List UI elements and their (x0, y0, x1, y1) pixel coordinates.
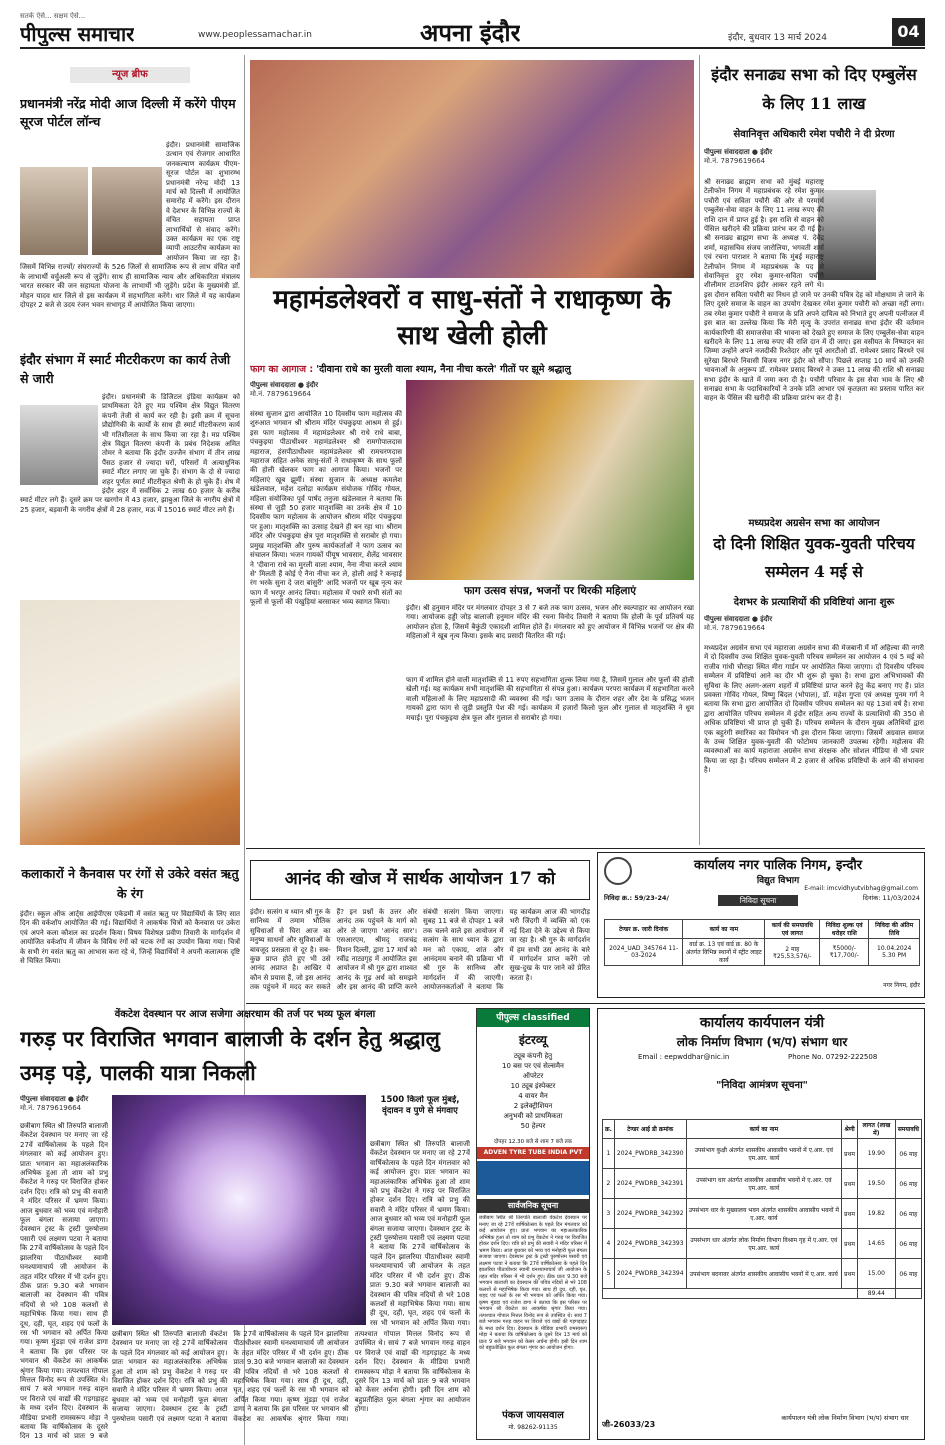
agrasen-body: मध्यप्रदेश अग्रसेन सभा एवं महाराजा अग्रसेन सभा की मेजबानी में माँ अहिल्या की नगरी में दो दिवसीय उच्च शिक्षित युवक-युवती परिचय सम्मेलन का आयोजन 4 एवं 5 मई को राजीव गांधी चौराहा स्थित मीरा गार्डन पर आयोजित किया जाएगा। दो दिवसीय परिचय सम्मेलन में प्रविष्टियां आने का दौर भी शुरू हो चुका है। सभा द्वारा अभिभावकों की सुविधा के लिए अलग-अलग शहरों में प्रविष्टियां प्राप्त करने हेतु केंद्र बनाए गए हैं। प्रांत प्रवक्ता गोविंद गोयल, विष्णु बिंदल (भोपाल), डॉ. महेश गुप्ता एवं अध्यक्ष पूनम गर्ग ने बताया कि सभा द्वारा आयोजित दो दिवसीय परिचय सम्मेलन का यह 13वां वर्ष है। सभा द्वारा आयोजित परिचय सम्मेलन में इंदौर सहित अन्य राज्यों के प्रत्याशियों की 350 से अधिक प्रविष्टियां भी प्राप्त हो चुकी हैं। परिचय सम्मेलन के दौरान मुख्य अतिथियों द्वारा एक बहुरंगी स्मारिका का विमोचन भी इस दौरान किया जाएगा। जिसमें अग्रवाल समाज के उच्च शिक्षित युवक-युवती की फोटोमय जानकारी उपलब्ध रहेगी। महोत्सव की व्यवस्थाओं का कार्य महाराजा अग्रसेन सभा संरक्षक और सोशल मीडिया से भी प्रचार किया जा रहा है। परिचय सम्मेलन में 2 हजार से अधिक प्रविष्टियों के आने की संभावना है। (704, 644, 924, 775)
classified-company-address (477, 1161, 589, 1195)
classified-contact-name: पंकज जायसवाल (502, 1410, 564, 1421)
photo-balaji-garuda (112, 1095, 366, 1325)
art-headline: कलाकारों ने कैनवास पर रंगों से उकेरे वसंत ऋतु के रंग (21, 866, 239, 901)
brief-body-2: इंदौर। प्रधानमंत्री के डिजिटल इंडिया कार्यक्रम को प्राथमिकता देते हुए मप्र पश्चिम क्षेत्र विद्युत वितरण कंपनी तेजी से कार्य कर रही है। इसी क्रम में सूचना प्रौद्योगिकी के कार्यों के साथ ही स्मार्ट मीटरीकरण कार्य भी गतिशीलता के साथ किया जा रहा है। मप्र पश्चिम क्षेत्र विद्युत वितरण कंपनी के प्रबंध निदेशक अमित तोमर ने बताया कि इंदौर उज्जैन संभाग में तीन लाख पैंसठ हजार से ज्यादा घरों, परिसरों में अत्याधुनिक स्मार्ट मीटर लगाए जा चुके हैं। संभाग के दो से ज्यादा शहर पूर्णतः स्मार्ट मीटरीकृत श्रेणी के हो चुके हैं। शेष में इंदौर शहर में सर्वाधिक 2 लाख 60 हजार के करीब स्मार्ट मीटर लगे हैं। दूसरे क्रम पर खरगोन में 43 हजार, झाबुआ जिले के नगरीय क्षेत्रों में 25 हजार, बड़वानी के नगरीय क्षेत्रों में 28 हजार, मऊ में 15016 स्मार्ट मीटर लगे हैं। (20, 393, 240, 514)
ln-cell: 06 माह (895, 1139, 921, 1169)
sanadhya-byline-name: पीपुल्स संवाददाता (704, 148, 750, 156)
classified-line: 10 बस पर एवं सेल्समैन (502, 1062, 564, 1070)
balaji-byline-city: इंदौर (76, 1095, 89, 1103)
lead-byline-name: पीपुल्स संवाददाता (250, 381, 296, 389)
art-story (20, 860, 240, 990)
ln-header: लागत (लाख में) (857, 1120, 895, 1139)
ln-cell: 2024_PWDRB_342394 (614, 1259, 686, 1289)
sanadhya-headline: इंदौर सनाढ्य सभा को दिए एम्बुलेंस के लिए 11 लाख (711, 65, 917, 113)
ln-cell: 4 (603, 1229, 615, 1259)
art-body: इंदौर। स्कूल ऑफ आर्ट्स आईपीएस एकेडमी में वसंत ऋतु पर विद्यार्थियों के लिए सात दिन की वर्कशॉप आयोजित की गई। विद्यार्थियों ने आकर्षक चित्रों को कैनवास पर उकेरा एवं अपने कला कौशल का प्रदर्शन किया। विषय विशेषज्ञ प्रवीण तिवारी के मार्गदर्शन में आयोजित वर्कशॉप में जीवन के विविध रंगों को चटक रंगों का उपयोग किया गया। चित्रों के सभी रंग वसंत ऋतु का आभास करा रहे थे, जिन्हें विद्यार्थियों ने अपनी कलात्मक दृष्टि से चित्रित किया। (20, 910, 240, 966)
nagar-nigam-notice: निविदा सूचना (718, 895, 798, 906)
nagar-nigam-table (604, 919, 920, 966)
ln-cell: 14.65 (857, 1229, 895, 1259)
masthead-url[interactable]: www.peoplessamachar.in (198, 30, 312, 40)
ln-cell: 2 (603, 1169, 615, 1199)
ln-cell: 3 (603, 1199, 615, 1229)
lok-nirman-notice: "निविदा आमंत्रण सूचना" (716, 1080, 808, 1091)
section-title: अपना इंदौर (420, 18, 521, 46)
issue-date: इंदौर, बुधवार 13 मार्च 2024 (728, 33, 827, 43)
table-row (603, 1139, 922, 1169)
nagar-nigam-title: कार्यालय नगर पालिक निगम, इन्दौर (693, 858, 863, 873)
nn-cell: 2 माह ₹25,53,576/- (765, 939, 820, 966)
ln-cell: उपसंभाग धार अंतर्गत शासकीय आवासीय भवनों में ए.आर. एवं एम.आर. कार्य (686, 1169, 842, 1199)
ln-cell: 2024_PWDRB_342390 (614, 1139, 686, 1169)
nagar-nigam-subtitle: विद्युत विभाग (756, 876, 800, 886)
balaji-body: छत्रीबाग स्थित श्री तिरुपति बालाजी वेंकटेश देवस्थान पर मनाए जा रहे 27वें वार्षिकोत्सव के पहले दिन मंगलवार को कई आयोजन हुए। प्रातः भगवान का महाअलंकारिक अभिषेक हुआ तो शाम को प्रभु वेंकटेश ने गरुड़ पर विराजित होकर दर्शन दिए। रात्रि को प्रभु की सवारी ने मंदिर परिसर में भ्रमण किया। आज बुधवार को भव्य एवं मनोहारी फूल बंगला सजाया जाएगा। देवस्थान ट्रस्ट के ट्रस्टी पुरुषोत्तम पसारी एवं लक्ष्मण पटवा ने बताया कि 27वें वार्षिकोत्सव के पहले दिन झालरिया पीठाधीश्वर स्वामी घनश्यामाचार्य जी आयोजन के तहत मंदिर परिसर में भी दर्शन हुए। ठीक प्रातः 9.30 बजे भगवान बालाजी का देवस्थान की पवित्र नदियों से भरे 108 कलशों से महाभिषेक किया गया। साथ ही दूध, दही, घृत, शहद एवं फलों के रस भी भगवान को अर्पित किया गया। कृष्ण मुंडड़ा एवं राजेश डागा ने बताया कि इस परिसर पर भगवान श्री वेंकटेश का आकर्षक श्रृंगार किया गया। तत्पश्चात गोपाल मित्तल विनोद रूप से उपस्थित थे। सायं 7 बजे भगवान गरुड़ वाहन पर विराजे एवं वाद्यों की गड़गड़ाहट के मध्य दर्शन दिए। देवस्थान के मीडिया प्रभारी रामस्वरूप मोड़ा ने बताया कि वार्षिकोत्सव के दूसरे दिन 13 मार्च को प्रातः 9 बजे (20, 1122, 108, 1440)
lead-headline: महामंडलेश्वरों व साधु-संतों ने राधाकृष्ण के साथ खेली होली (273, 285, 671, 351)
sanadhya-byline-city: इंदौर (760, 148, 773, 156)
balaji-kicker: वेंकटेश देवस्थान पर आज सजेगा अक्षरधाम की तर्ज पर भव्य फूल बंगला (114, 1009, 376, 1020)
brief-headline-1: प्रधानमंत्री नरेंद्र मोदी आज दिल्ली में करेंगे पीएम सूरज पोर्टल लॉन्च (20, 96, 236, 129)
table-row (605, 939, 920, 966)
classified-line: 2 इलेक्ट्रीशियन (513, 1102, 553, 1110)
lead-body: संस्था सुजान द्वारा आयोजित 10 दिवसीय फाग महोत्सव की शुरुआत भगवान श्री श्रीराम मंदिर पंचकुइया आश्रम से हुई। इस फाग महोत्सव में महामंडलेश्वर श्री राधे राधे बाबा, पंचकुइया पीठाधीश्वर महामंडलेश्वर श्री रामगोपालदास महाराज, हंसपीठाधीश्वर महामंडलेश्वर श्री रामचरणदास महाराज सहित अनेक साधु-संतों ने राधाकृष्ण के साथ फूलों की होली खेलकर फाग का आगाज किया। भजनों पर महिलाएं खूब झूमीं। संस्था सुजान के अध्यक्ष कमलेश खंडेलवाल, महेश दलोद्रा कार्यक्रम संयोजक गोविंद गोयल, महिला संयोजिका पूर्व पार्षद तनुजा खंडेलवाल ने बताया कि संस्था से जुड़ी 50 हजार मातृशक्ति का उनके क्षेत्र में 10 दिवसीय फाग महोत्सव के आयोजन श्रीराम मंदिर पंचकुइया पर हुआ। मातृशक्ति का उत्साह देखने ही बन रहा था। श्रीराम मंदिर और पंचकुइया क्षेत्र पूरा मातृशक्ति से सराबोर हो गया। प्रमुख मातृशक्ति और पुरुष कार्यकर्ताओं ने फाग उत्सव का संचालन किया। भजन गायकों पीयूष भावसार, शैलेंद्र भावसार ने 'दीवाना राधे का मुरली वाला श्याम, नैना नीचा करले श्याम से' मिलती हैं कोई ऐ नैना नीचा कर ले, होली आई रे कन्हाई रंग भरके सुना दे जरा बांसुरी' आदि भजनों पर खूब नृत्य कर फाग में भरपूर आनंद लिया। महोत्सव में पधारे सभी संतों का फूलों से फूलों की पंखुड़ियां बरसाकर भव्य स्वागत किया। (250, 410, 402, 607)
ln-cell: प्रथम (842, 1229, 858, 1259)
ln-cell: 06 माह (895, 1199, 921, 1229)
photo-phag-utsav (406, 380, 694, 580)
ln-header: समयावधि (895, 1120, 921, 1139)
nn-header: कार्य की समयावधि एवं लागत (765, 920, 820, 939)
classified-notice-body: छत्रीबाग स्थित श्री तिरुपति बालाजी वेंकटेश देवस्थान पर मनाए जा रहे 27वें वार्षिकोत्सव के पहले दिन मंगलवार को कई आयोजन हुए। प्रातः भगवान का महाअलंकारिक अभिषेक हुआ तो शाम को प्रभु वेंकटेश ने गरुड़ पर विराजित होकर दर्शन दिए। रात्रि को प्रभु की सवारी ने मंदिर परिसर में भ्रमण किया। आज बुधवार को भव्य एवं मनोहारी फूल बंगला सजाया जाएगा। देवस्थान ट्रस्ट के ट्रस्टी पुरुषोत्तम पसारी एवं लक्ष्मण पटवा ने बताया कि 27वें वार्षिकोत्सव के पहले दिन झालरिया पीठाधीश्वर स्वामी घनश्यामाचार्य जी आयोजन के तहत मंदिर परिसर में भी दर्शन हुए। ठीक प्रातः 9.30 बजे भगवान बालाजी का देवस्थान की पवित्र नदियों से भरे 108 कलशों से महाभिषेक किया गया। साथ ही दूध, दही, घृत, शहद एवं फलों के रस भी भगवान को अर्पित किया गया। कृष्ण मुंडड़ा एवं राजेश डागा ने बताया कि इस परिसर पर भगवान श्री वेंकटेश का आकर्षक श्रृंगार किया गया। तत्पश्चात गोपाल मित्तल विनोद रूप से उपस्थित थे। सायं 7 बजे भगवान गरुड़ वाहन पर विराजे एवं वाद्यों की गड़गड़ाहट के मध्य दर्शन दिए। देवस्थान के मीडिया प्रभारी रामस्वरूप मोड़ा ने बताया कि वार्षिकोत्सव के दूसरे दिन 13 मार्च को प्रातः 9 बजे भगवान को केसर अर्चना होगी। इसी दिन शाम को बहुप्रतीक्षित फूल बंगला शृंगार का आयोजन होगा। (479, 1215, 587, 1351)
nagar-nigam-signature: नगर निगम, इंदौर (883, 982, 920, 989)
lead-kicker: फाग का आगाज : (250, 364, 314, 375)
lok-nirman-table (602, 1119, 922, 1299)
nagar-nigam-emblem-icon (604, 857, 632, 885)
ln-cell: प्रथम (842, 1139, 858, 1169)
nagar-nigam-tender (597, 852, 925, 998)
ln-cell: प्रथम (842, 1169, 858, 1199)
lead-byline: पीपुल्स संवाददाता ● इंदौर मो.नं. 7879619664 (250, 381, 405, 407)
ln-cell: उपसंभाग कुक्षी अंतर्गत शासकीय आवासीय भवनों में ए.आर. एवं एम.आर. कार्य (686, 1139, 842, 1169)
anand-headline: आनंद की खोज में सार्थक आयोजन 17 को (250, 860, 590, 900)
nn-header: निविदा की अंतिम तिथि (869, 920, 920, 939)
masthead-rule (20, 47, 925, 49)
nagar-nigam-ref: निविदा क्र.: 59/23-24/ (604, 894, 669, 902)
balaji-side-kicker: 1500 किलो फूल मुंबई, वृंदावन व पुणे से मंगवाए (380, 1095, 460, 1116)
table-row (603, 1289, 922, 1299)
balaji-byline-name: पीपुल्स संवाददाता (20, 1095, 66, 1103)
nagar-nigam-date: दिनांक: 11/03/2024 (862, 894, 920, 902)
page-number: 04 (892, 18, 925, 46)
classified-time: दोपहर 12.30 बजे से शाम 7 बजे तक (493, 1139, 573, 1145)
sanadhya-byline-mobile: मो.नं. 7879619664 (704, 157, 766, 165)
ln-cell: 19.82 (857, 1199, 895, 1229)
table-row (603, 1169, 922, 1199)
ln-header: कार्य का नाम (686, 1120, 842, 1139)
ln-cell: 2024_PWDRB_342392 (614, 1199, 686, 1229)
classified-line: 4 वायर मैन (518, 1092, 548, 1100)
lead-subhead-text: 'दीवाना राधे का मुरली वाला श्याम, नैना नीचा करले' गीतों पर झूमे श्रद्धालु (316, 364, 571, 375)
ln-cell: 19.50 (857, 1169, 895, 1199)
lead-byline-city: इंदौर (306, 381, 319, 389)
classified-contact-phone: मो. 98262-91135 (508, 1424, 558, 1431)
balaji-byline: पीपुल्स संवाददाता ● इंदौर मो.नं. 7879619664 (20, 1095, 130, 1121)
classified-company: ADVEN TYRE TUBE INDIA PVT (477, 1147, 589, 1159)
agrasen-subhead: देशभर के प्रत्याशियों की प्रविष्टियां आना शुरू (733, 597, 895, 608)
balaji-side-continued: छत्रीबाग स्थित श्री तिरुपति बालाजी वेंकटेश देवस्थान पर मनाए जा रहे 27वें वार्षिकोत्सव के पहले दिन मंगलवार को कई आयोजन हुए। प्रातः भगवान का महाअलंकारिक अभिषेक हुआ तो शाम को प्रभु वेंकटेश ने गरुड़ पर विराजित होकर दर्शन दिए। रात्रि को प्रभु की सवारी ने मंदिर परिसर में भ्रमण किया। आज बुधवार को भव्य एवं मनोहारी फूल बंगला सजाया जाएगा। देवस्थान ट्रस्ट के ट्रस्टी पुरुषोत्तम पसारी एवं लक्ष्मण पटवा ने बताया कि 27वें वार्षिकोत्सव के पहले दिन झालरिया पीठाधीश्वर स्वामी घनश्यामाचार्य जी आयोजन के तहत मंदिर परिसर में भी दर्शन हुए। ठीक प्रातः 9.30 बजे भगवान बालाजी का देवस्थान की पवित्र नदियों से भरे 108 कलशों से महाभिषेक किया गया। साथ ही दूध, दही, घृत, शहद एवं फलों के रस भी भगवान को अर्पित किया गया। (370, 1140, 470, 1327)
nn-cell: 2024_UAD_345764 11-03-2024 (605, 939, 683, 966)
lok-nirman-email: Email : eepwddhar@nic.in (638, 1053, 730, 1061)
ln-cell: 1 (603, 1139, 615, 1169)
ln-cell: उपसंभाग धार के मुख्यालय भवन अंतर्गत शासकीय आवासीय भवनों में ए.आर. कार्य (686, 1199, 842, 1229)
table-row (603, 1259, 922, 1289)
news-brief-label: न्यूज ब्रीफ (70, 67, 190, 83)
table-row (603, 1229, 922, 1259)
section-rule (246, 848, 925, 849)
masthead (20, 8, 925, 46)
lok-nirman-tender (597, 1008, 925, 1440)
photo-art-workshop (20, 600, 240, 845)
ln-total: 89.44 (857, 1289, 895, 1299)
classified-notice-title: सार्वजनिक सूचना (477, 1199, 589, 1213)
nn-header: कार्य का नाम (683, 920, 765, 939)
nn-header: निविदा शुल्क एवं धरोहर राशि (820, 920, 869, 939)
agrasen-byline: पीपुल्स संवाददाता ● इंदौर मो.नं. 7879619664 (704, 615, 814, 641)
column-divider (699, 55, 700, 845)
classified-brand: पीपुल्स classified (477, 1009, 589, 1027)
ln-cell: उपसंभाग बदनावर अंतर्गत शासकीय आवासीय भवनों में ए.आर. कार्य (686, 1259, 842, 1289)
table-row (603, 1199, 922, 1229)
ln-cell: 2024_PWDRB_342391 (614, 1169, 686, 1199)
classified-box (476, 1008, 590, 1440)
agrasen-byline-mobile: मो.नं. 7879619664 (704, 624, 766, 632)
anand-body: इंदौर। सत्संग व ध्यान श्री गुरु के सानिध्य में तमाम भौतिक सुविधाओं से घिरा आज का मनुष्य साधनों और सुविधाओं के बावजूद प्रसन्नता से दूर है। सब-कुछ प्राप्त होते हुए भी उसे आनंद अप्राप्त है। आखिर ये कौन से प्रयास हैं, जो इस आनंद तक पहुंचने में मदद कर सकते हैं? इन प्रश्नों के उत्तर और आनंद तक पहुंचने के मार्ग को ओर ले जाएगा 'आनंद सार'। एसआरएम, श्रीमद् राजचंद्र मिशन दिल्ली, द्वारा 17 मार्च को रवींद्र नाट्यगृह में आयोजित इस आयोजन में श्री गुरु द्वारा शाश्वत आनंद के गूढ़ अर्थ को समझने और इस आनंद की प्राप्ति करने संबंधी सत्संग किया जाएगा। सुबह 11 बजे से दोपहर 1 बजे तक चलने वाले इस आयोजन में सत्संग के साथ ध्यान के द्वारा मन को एकाग्र, शांत और आनंदमय बनाने की प्रक्रिया भी श्री गुरु के सानिध्य और मार्गदर्शन में की जाएगी। आयोजनकर्ताओं ने बताया कि यह कार्यक्रम आज की भागदौड़ भरी जिंदगी में व्यक्ति को एक नई दिशा देने के उद्देश्य से किया जा रहा है। श्री गुरु के मार्गदर्शन में हम सभी उस आनंद के बारे में मार्गदर्शन प्राप्त करेंगे जो सुख-दुख के पार जाने को प्रेरित करता है। (250, 908, 590, 992)
classified-line: अनुभवी को प्राथमिकता (503, 1112, 563, 1120)
lead-byline-mobile: मो.नं. 7879619664 (250, 390, 312, 398)
classified-line: ट्यूब कंपनी हेतु (513, 1052, 553, 1060)
classified-lines (479, 1051, 587, 1131)
classified-title: इंटरव्यू (519, 1033, 547, 1047)
sanadhya-body: श्री सनाढ्य ब्राह्मण सभा को मुंबई महाराष्ट्र टेलीफोन निगम में महाप्रबंधक रहे रमेश कुमार पचौरी एवं सविता पचौरी की ओर से परमार्थ एम्बुलेंस-सेवा वाहन के लिए 11 लाख रुपए की राशि दान में प्राप्त हुई है। इस राशि से वाहन को पेंसिल खरीदने की प्रक्रिया प्रारंभ कर दी गई है। श्री सनाढ्य ब्राह्मण सभा के अध्यक्ष पं. देवेंद्र शर्मा, महासचिव संजय जारोलिया, भगवती शर्मा एवं रचना पाराशर ने बताया कि मुंबई महाराष्ट्र टेलीफोन निगम में महाप्रबंधक के पद से सेवानिवृत्त हुए रमेश कुमार-सविता पचौरी शीलीमार टाउनशिप इंदौर आकर रहने लगे थे। इस दौरान सविता पचौरी का निधन हो जाने पर उनकी पवित्र देह को मोक्षधाम ले जाने के लिए दूसरे समाज के वाहन का उपयोग देखकर रमेश कुमार पचौरी को अच्छा नहीं लगा। तब रमेश कुमार पचौरी ने समाज के प्रति अपने दायित्व को निभाते हुए अपनी पत्नीजल में इस बात का उल्लेख किया कि मेरी मृत्यु के उपरांत सनाढ्य सभा इंदौर की वर्तमान कार्यकारिणी की समाजसेवा की भावना को देखते हुए समाज के लिए एम्बुलेंस-सेवा वाहन खरीदने के लिए 11 लाख रुपए की राशि दान में दी जाए। इस वसीयत के निष्पादन का जिम्मा उन्होंने अपने नजदीकी रिश्तेदार और पूर्व आरटीओ डॉ. रामेश्वर प्रसाद बिरथरे एवं सुरेखा बिरथरे निवासी विजय नगर इंदौर को सौंपा। पिछले सप्ताह 10 मार्च को उनकी भावनाओं के अनुरूप डॉ. रामेश्वर प्रसाद बिरथरे ने उक्त 11 लाख की राशि श्री सनाढ्य सभा इंदौर के खाते में जमा करा दी है। पचौरी परिवार के इस सेवा भाव के लिए श्री सनाढ्य सभा के पदाधिकारियों ने उनके प्रति आभार एवं कृतज्ञता का प्रस्ताव पारित कर वाहन के पेंसिल की खरीदी की प्रक्रिया प्रारंभ कर दी है। (704, 178, 924, 403)
sanadhya-byline: पीपुल्स संवाददाता ● इंदौर मो.नं. 7879619664 (704, 148, 814, 174)
classified-line: 10 ट्यूब इंस्पेक्टर (510, 1082, 556, 1090)
section-rule (246, 1003, 925, 1004)
lok-nirman-ref: जी-26033/23 (602, 1420, 656, 1429)
lok-nirman-signature: कार्यपालन यंत्री लोक निर्माण विभाग (भ/प) संभाग धार (781, 1414, 909, 1422)
nn-header: टेण्डर क्र. जारी दिनांक (605, 920, 683, 939)
ln-cell: 06 माह (895, 1259, 921, 1289)
lead-caption-body: इंदौर। श्री हनुमान मंदिर पर मंगलवार दोपहर 3 से 7 बजे तक फाग उत्सव, भजन और स्वल्पाहार का आयोजन रखा गया। आयोजक हड्डी जोड़ बालाजी हनुमान मंदिर की रचना विनोद तिवारी ने बताया कि होली के पूर्व प्रतिवर्ष यह आयोजन होता है, जिसमें बैकुंठी एकादशी शामिल होते हैं। मंगलवार को हुए आयोजन में विभिन्न भजनों पर क्षेत्र की महिलाओं ने खूब नृत्य किया। इसके बाद प्रसादी वितरित की गई। (406, 604, 694, 641)
agrasen-headline: दो दिनी शिक्षित युवक-युवती परिचय सम्मेलन 4 मई से (713, 534, 915, 581)
balaji-body-2 (112, 1330, 470, 1440)
masthead-brand: पीपुल्स समाचार (20, 22, 135, 46)
lead-body-2: फाग में शामिल होने वाली मातृशक्ति से 11 रुपए सहभागिता शुल्क लिया गया है, जिसमें गुलाल और फूलों की होली खेली गई। यह कार्यक्रम सभी मातृशक्ति की सहभागिता से संपन्न हुआ। कार्यक्रम परपरा कार्यक्रम में सहभागिता करने वाली महिलाओं के लिए महाप्रसादी की व्यवस्था की गई। फाग उत्सव के दौरान शहर और देश के प्रसिद्ध भजन गायकों द्वारा फाग से जुड़ी प्रस्तुति पेश की गई। कार्यक्रम में हजारों किलो फूल और गुलाल से मातृशक्ति ने धूम मचाई। पूरा पंचकुइया क्षेत्र फूल और गुलाल से सराबोर हो गया। (406, 676, 694, 722)
balaji-body-continued: छत्रीबाग स्थित श्री तिरुपति बालाजी वेंकटेश देवस्थान पर मनाए जा रहे 27वें वार्षिकोत्सव के पहले दिन मंगलवार को कई आयोजन हुए। प्रातः भगवान का महाअलंकारिक अभिषेक हुआ तो शाम को प्रभु वेंकटेश ने गरुड़ पर विराजित होकर दर्शन दिए। रात्रि को प्रभु की सवारी ने मंदिर परिसर में भ्रमण किया। आज बुधवार को भव्य एवं मनोहारी फूल बंगला सजाया जाएगा। देवस्थान ट्रस्ट के ट्रस्टी पुरुषोत्तम पसारी एवं लक्ष्मण पटवा ने बताया कि 27वें वार्षिकोत्सव के पहले दिन झालरिया पीठाधीश्वर स्वामी घनश्यामाचार्य जी आयोजन के तहत मंदिर परिसर में भी दर्शन हुए। ठीक प्रातः 9.30 बजे भगवान बालाजी का देवस्थान की पवित्र नदियों से भरे 108 कलशों से महाभिषेक किया गया। साथ ही दूध, दही, घृत, शहद एवं फलों के रस भी भगवान को अर्पित किया गया। कृष्ण मुंडड़ा एवं राजेश डागा ने बताया कि इस परिसर पर भगवान श्री वेंकटेश का आकर्षक श्रृंगार किया गया। तत्पश्चात गोपाल मित्तल विनोद रूप से उपस्थित थे। सायं 7 बजे भगवान गरुड़ वाहन पर विराजे एवं वाद्यों की गड़गड़ाहट के मध्य दर्शन दिए। देवस्थान के मीडिया प्रभारी रामस्वरूप मोड़ा ने बताया कि वार्षिकोत्सव के दूसरे दिन 13 मार्च को प्रातः 9 बजे भगवान को केसर अर्चना होगी। इसी दिन शाम को बहुप्रतीक्षित फूल बंगला शृंगार का आयोजन होगा। (112, 1330, 470, 1423)
nn-cell: ₹5000/- ₹17,700/- (820, 939, 869, 966)
photo-holi-saints (250, 60, 694, 278)
balaji-headline: गरुड़ पर विराजित भगवान बालाजी के दर्शन हेतु श्रद्धालु उमड़ पड़े, पालकी यात्रा निकली (20, 1026, 440, 1085)
ln-cell: प्रथम (842, 1199, 858, 1229)
agrasen-byline-name: पीपुल्स संवाददाता (704, 615, 750, 623)
balaji-byline-mobile: मो.नं. 7879619664 (20, 1104, 82, 1112)
brief-body-1: इंदौर। प्रधानमंत्री सामाजिक उत्थान एवं रोजगार आधारित जनकल्याण कार्यक्रम पीएम-सूरज पोर्टल का शुभारम्भ प्रधानमंत्री नरेन्द्र मोदी 13 मार्च को दिल्ली में आयोजित समारोह में करेंगे। इस दौरान वे देशभर के विभिन्न राज्यों के वंचित सहायता प्राप्त लाभार्थियों से संवाद करेंगे। उक्त कार्यक्रम का एक राष्ट्र व्यापी आउटरीच कार्यक्रम का आयोजन किया जा रहा है। जिसमें विभिन्न राज्यों/ संघराज्यों के 526 जिलों से सामाजिक रूप से लाभ वंचित वर्गों के लाभार्थी वर्चुअली रूप से जुड़ेंगे। साथ ही सामाजिक न्याय और अधिकारिता मंत्रालय भारत सरकार की जन सहायता योजना के लाभार्थी भी जुड़ेंगे। प्रदेश के मुख्यमंत्री डॉ. मोहन यादव धार जिले से इस कार्यक्रम में सहभागिता करेंगे। धार जिले में यह कार्यक्रम दोपहर 2 बजे से उदय रंजन भवन सभागृह में आयोजित किया जाएगा। (20, 141, 240, 309)
lok-nirman-phone: Phone No. 07292-222508 (788, 1053, 878, 1061)
lok-nirman-subtitle: लोक निर्माण विभाग (भ/प) संभाग धार (676, 1035, 848, 1049)
balaji-side-body (370, 1140, 470, 1328)
classified-line: 50 हेल्पर (520, 1122, 546, 1130)
ln-cell: उपसंभाग धार अंतर्गत लोक निर्माण विभाग विश्राम गृह में ए.आर. एवं एम.आर. कार्य (686, 1229, 842, 1259)
classified-line: ऑपरेटर (522, 1072, 544, 1080)
lead-subhead (250, 362, 694, 378)
brief-headline-2: इंदौर संभाग में स्मार्ट मीटरीकरण का कार्य तेजी से जारी (20, 352, 231, 386)
ln-cell: प्रथम (842, 1259, 858, 1289)
ln-cell: 15.00 (857, 1259, 895, 1289)
ln-header: टेण्डर आई डी क्रमांक (614, 1120, 686, 1139)
ln-cell: 2024_PWDRB_342393 (614, 1229, 686, 1259)
lead-caption: फाग उत्सव संपन्न, भजनों पर थिरकी महिलाएं (463, 585, 637, 597)
ln-cell: 19.90 (857, 1139, 895, 1169)
nn-cell: वार्ड क्र. 13 एवं वार्ड क्र. 80 के अंतर्गत विभिन्न स्थानों में स्ट्रीट लाइट कार्य (683, 939, 765, 966)
agrasen-kicker: मध्यप्रदेश अग्रसेन सभा का आयोजन (748, 518, 880, 529)
masthead-tagline: सतर्क ऐसे... सक्षम ऐसे... (20, 12, 86, 20)
ln-cell: 06 माह (895, 1169, 921, 1199)
lok-nirman-title: कार्यालय कार्यपालन यंत्री (699, 1015, 825, 1031)
ln-cell: 5 (603, 1259, 615, 1289)
ln-cell: 06 माह (895, 1229, 921, 1259)
sanadhya-subhead: सेवानिवृत्त अधिकारी रमेश पचौरी ने दी प्रेरणा (733, 129, 895, 140)
news-brief-column (20, 55, 240, 845)
ln-header: श्रेणी (842, 1120, 858, 1139)
ln-header: क्र. (603, 1120, 615, 1139)
nagar-nigam-email: E-mail: imcvidhyutvibhag@gmail.com (804, 885, 918, 892)
agrasen-byline-city: इंदौर (760, 615, 773, 623)
nn-cell: 10.04.2024 5.30 PM (869, 939, 920, 966)
